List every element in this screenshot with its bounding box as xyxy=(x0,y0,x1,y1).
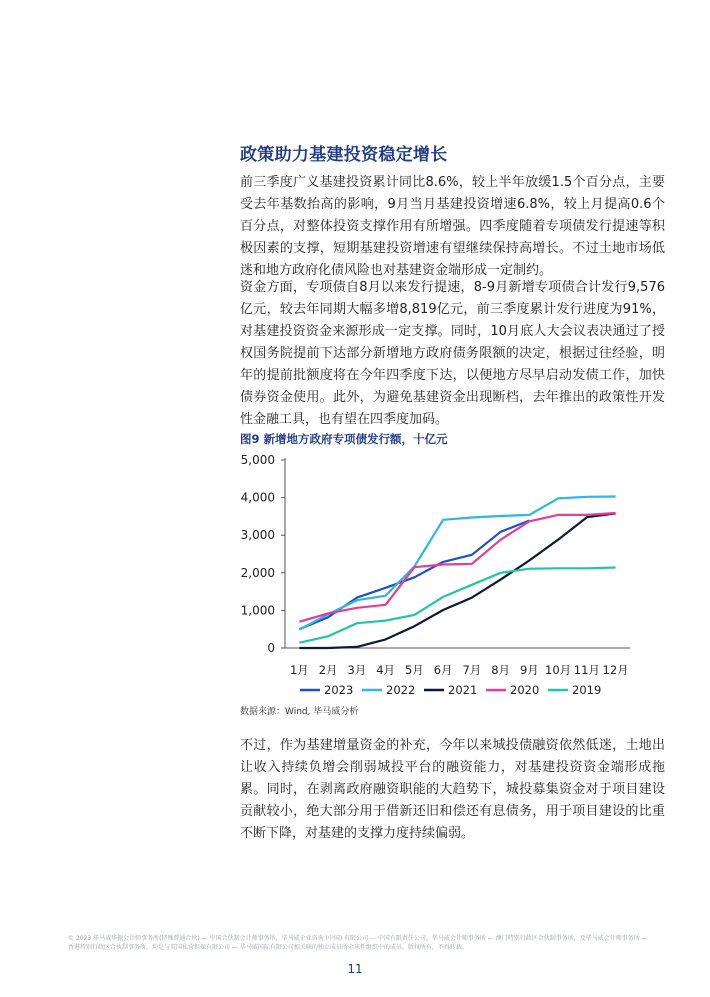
legend-label-2020: 2020 xyxy=(510,683,540,697)
paragraph-urban-investment: 不过，作为基建增量资金的补充，今年以来城投债融资依然低迷，土地出让收入持续负增会削弱城投平台的融资能力，对基建投资资金端形成拖累。同时，在剥离政府融资职能的大趋势下，城投募集资金对于项目建设贡献较小，绝大部分用于借新还旧和偿还有息债务，用于项目建设的比重不断下降，对基建的支撑力度持续偏弱。 xyxy=(240,738,665,841)
special-bond-line-chart xyxy=(230,448,660,706)
y-tick-label: 1,000 xyxy=(240,603,275,618)
x-tick-label: 8月 xyxy=(491,663,511,677)
legend-label-2021: 2021 xyxy=(448,683,478,697)
legend-label-2023: 2023 xyxy=(324,683,354,697)
x-tick-label: 6月 xyxy=(433,663,453,677)
x-tick-label: 10月 xyxy=(545,663,572,677)
figure-source: 数据来源：Wind, 毕马威分析 xyxy=(240,707,359,717)
x-tick-label: 7月 xyxy=(462,663,482,677)
x-tick-label: 1月 xyxy=(289,663,309,677)
y-tick-label: 2,000 xyxy=(240,565,275,580)
chart-container xyxy=(230,448,660,706)
x-tick-label: 2月 xyxy=(318,663,338,677)
x-tick-label: 11月 xyxy=(573,663,600,677)
x-tick-label: 9月 xyxy=(519,663,539,677)
paragraph-investment: 前三季度广义基建投资累计同比8.6%，较上半年放缓1.5个百分点，主要受去年基数抬高的影响，9月当月基建投资增速6.8%，较上月提高0.6个百分点，对整体投资支撑作用有所增强。四季度随着专项债发行提速等积极因素的支撑，短期基建投资增速有望继续保持高增长。不过土地市场低迷和地方政府化债风险也对基建资金端形成一定制约。 xyxy=(240,175,665,278)
y-tick-label: 4,000 xyxy=(240,490,275,505)
x-tick-label: 5月 xyxy=(404,663,424,677)
y-tick-label: 5,000 xyxy=(240,453,275,467)
paragraph-funding: 资金方面，专项债自8月以来发行提速，8-9月新增专项债合计发行9,576亿元，较去年同期大幅多增8,819亿元，前三季度累计发行进度为91%，对基建投资资金来源形成一定支撑。同时，10月底人大会议表决通过了授权国务院提前下达部分新增地方政府债务限额的决定，根据过往经验，明年的提前批额度将在今年四季度下达，以便地方尽早启动发债工作，加快债券资金使用。此外，为避免基建资金出现断档，去年推出的政策性开发性金融工具，也有望在四季度加码。 xyxy=(240,280,665,427)
footer-disclaimer: © 2023 毕马威华振会计师事务所(特殊普通合伙) — 中国合伙制会计师事务所，毕马威企业咨询 (中国) 有限公司 — 中国有限责任公司，毕马威会计师事务所 — 澳门特别行政区合伙制事务所，及毕马威会计师事务所 — 香港特别行政区合伙制事务所，均是与英国私营担保有限公司 — 毕马威国际有限公司相关联的独立成员所全球性组织中的成员。版权所有，不得转载。 xyxy=(68,935,648,951)
y-tick-label: 3,000 xyxy=(240,528,275,543)
x-tick-label: 12月 xyxy=(602,663,629,677)
x-tick-label: 4月 xyxy=(376,663,396,677)
legend-label-2019: 2019 xyxy=(572,683,602,697)
y-tick-label: 0 xyxy=(267,641,275,655)
figure-title: 图9 新增地方政府专项债发行额，十亿元 xyxy=(240,432,448,446)
page-number: 11 xyxy=(347,962,363,976)
x-tick-label: 3月 xyxy=(347,663,367,677)
legend-label-2022: 2022 xyxy=(386,683,416,697)
section-heading: 政策助力基建投资稳定增长 xyxy=(240,145,448,165)
